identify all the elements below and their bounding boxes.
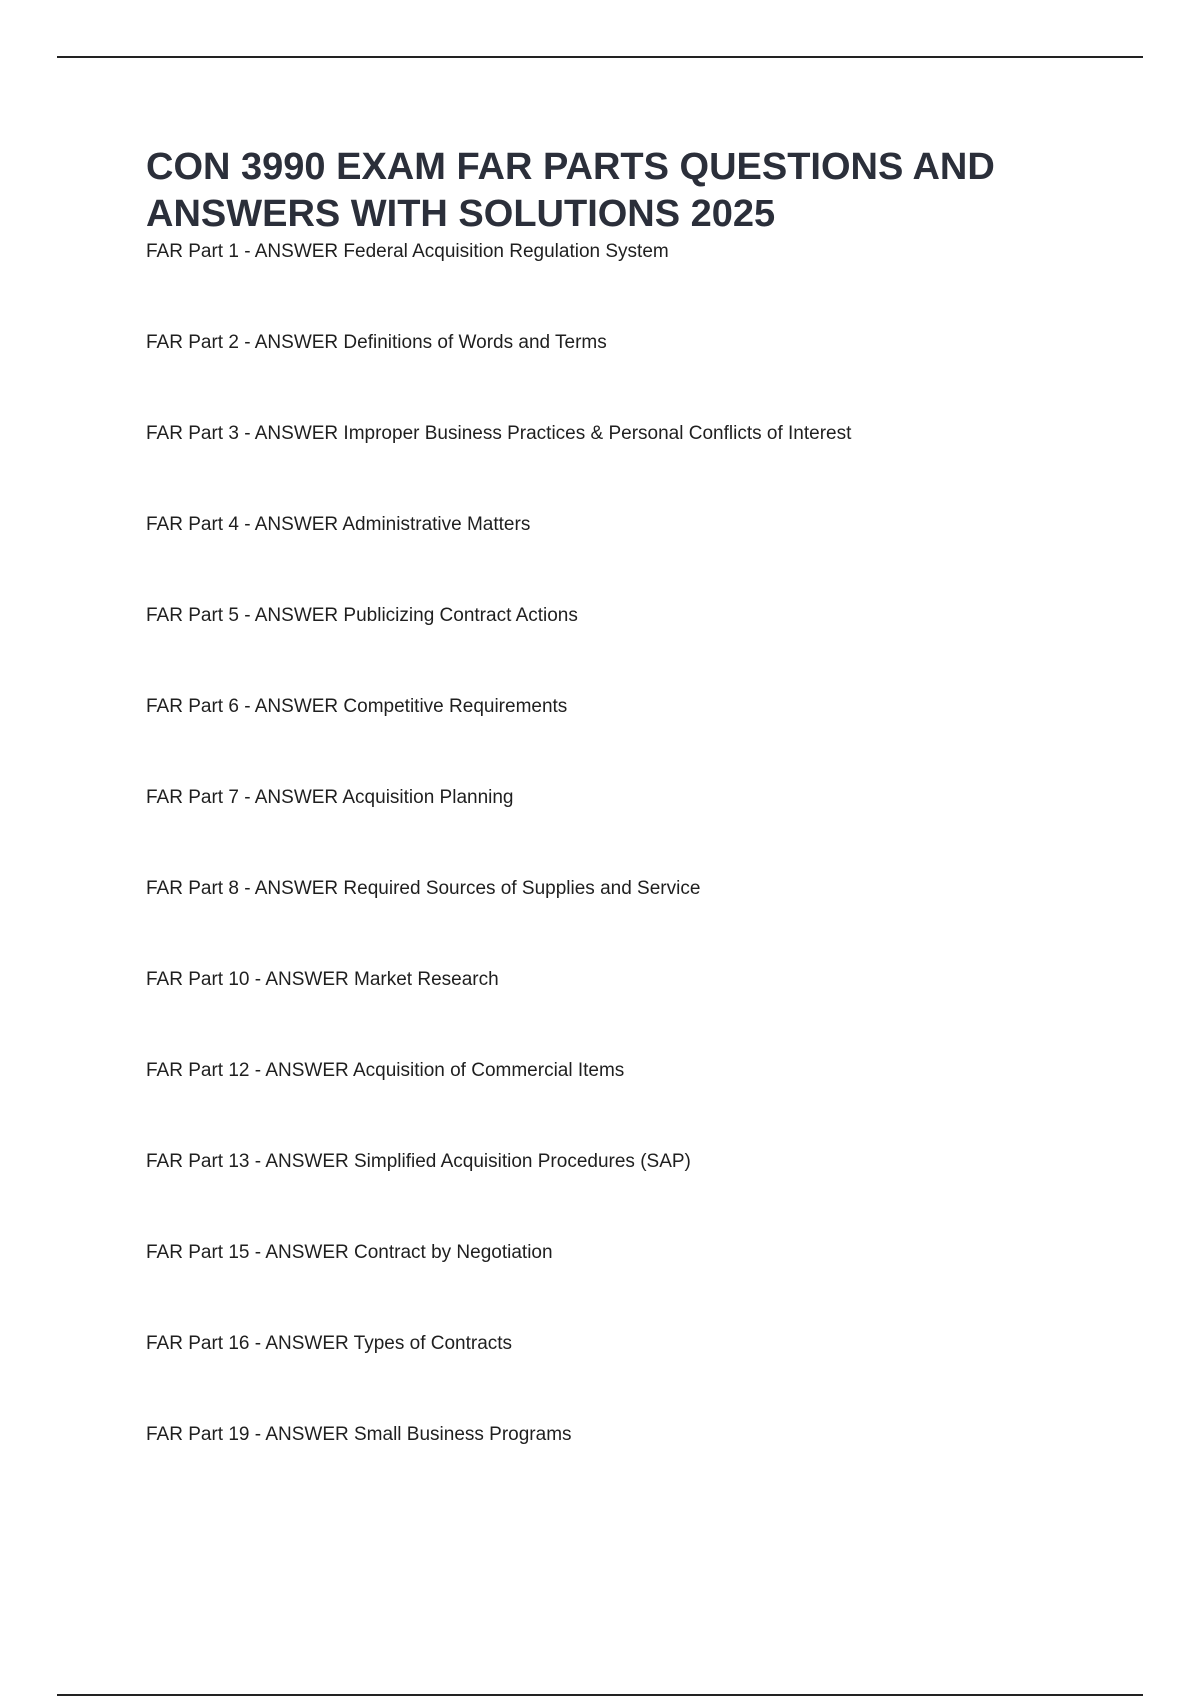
- qa-item: FAR Part 3 - ANSWER Improper Business Practices & Personal Conflicts of Interest: [146, 423, 852, 444]
- qa-item: FAR Part 15 - ANSWER Contract by Negotiation: [146, 1242, 553, 1263]
- qa-item: FAR Part 7 - ANSWER Acquisition Planning: [146, 787, 514, 808]
- bottom-divider: [57, 1694, 1143, 1696]
- qa-item: FAR Part 2 - ANSWER Definitions of Words and Terms: [146, 332, 607, 353]
- qa-item: FAR Part 16 - ANSWER Types of Contracts: [146, 1333, 513, 1354]
- qa-item: FAR Part 13 - ANSWER Simplified Acquisition Procedures (SAP): [146, 1151, 691, 1172]
- document-title: CON 3990 EXAM FAR PARTS QUESTIONS AND ANSWERS WITH SOLUTIONS 2025: [146, 146, 995, 235]
- qa-item: FAR Part 1 - ANSWER Federal Acquisition Regulation System: [146, 241, 669, 262]
- document-body: [146, 144, 1136, 1514]
- qa-item: FAR Part 4 - ANSWER Administrative Matters: [146, 514, 531, 535]
- qa-item: FAR Part 6 - ANSWER Competitive Requirements: [146, 696, 568, 717]
- qa-item: FAR Part 12 - ANSWER Acquisition of Commercial Items: [146, 1060, 625, 1081]
- qa-list: [146, 240, 1136, 1447]
- qa-item: FAR Part 19 - ANSWER Small Business Programs: [146, 1424, 572, 1445]
- top-divider: [57, 56, 1143, 58]
- qa-item: FAR Part 8 - ANSWER Required Sources of Supplies and Service: [146, 878, 701, 899]
- qa-item: FAR Part 10 - ANSWER Market Research: [146, 969, 499, 990]
- qa-item: FAR Part 5 - ANSWER Publicizing Contract Actions: [146, 605, 578, 626]
